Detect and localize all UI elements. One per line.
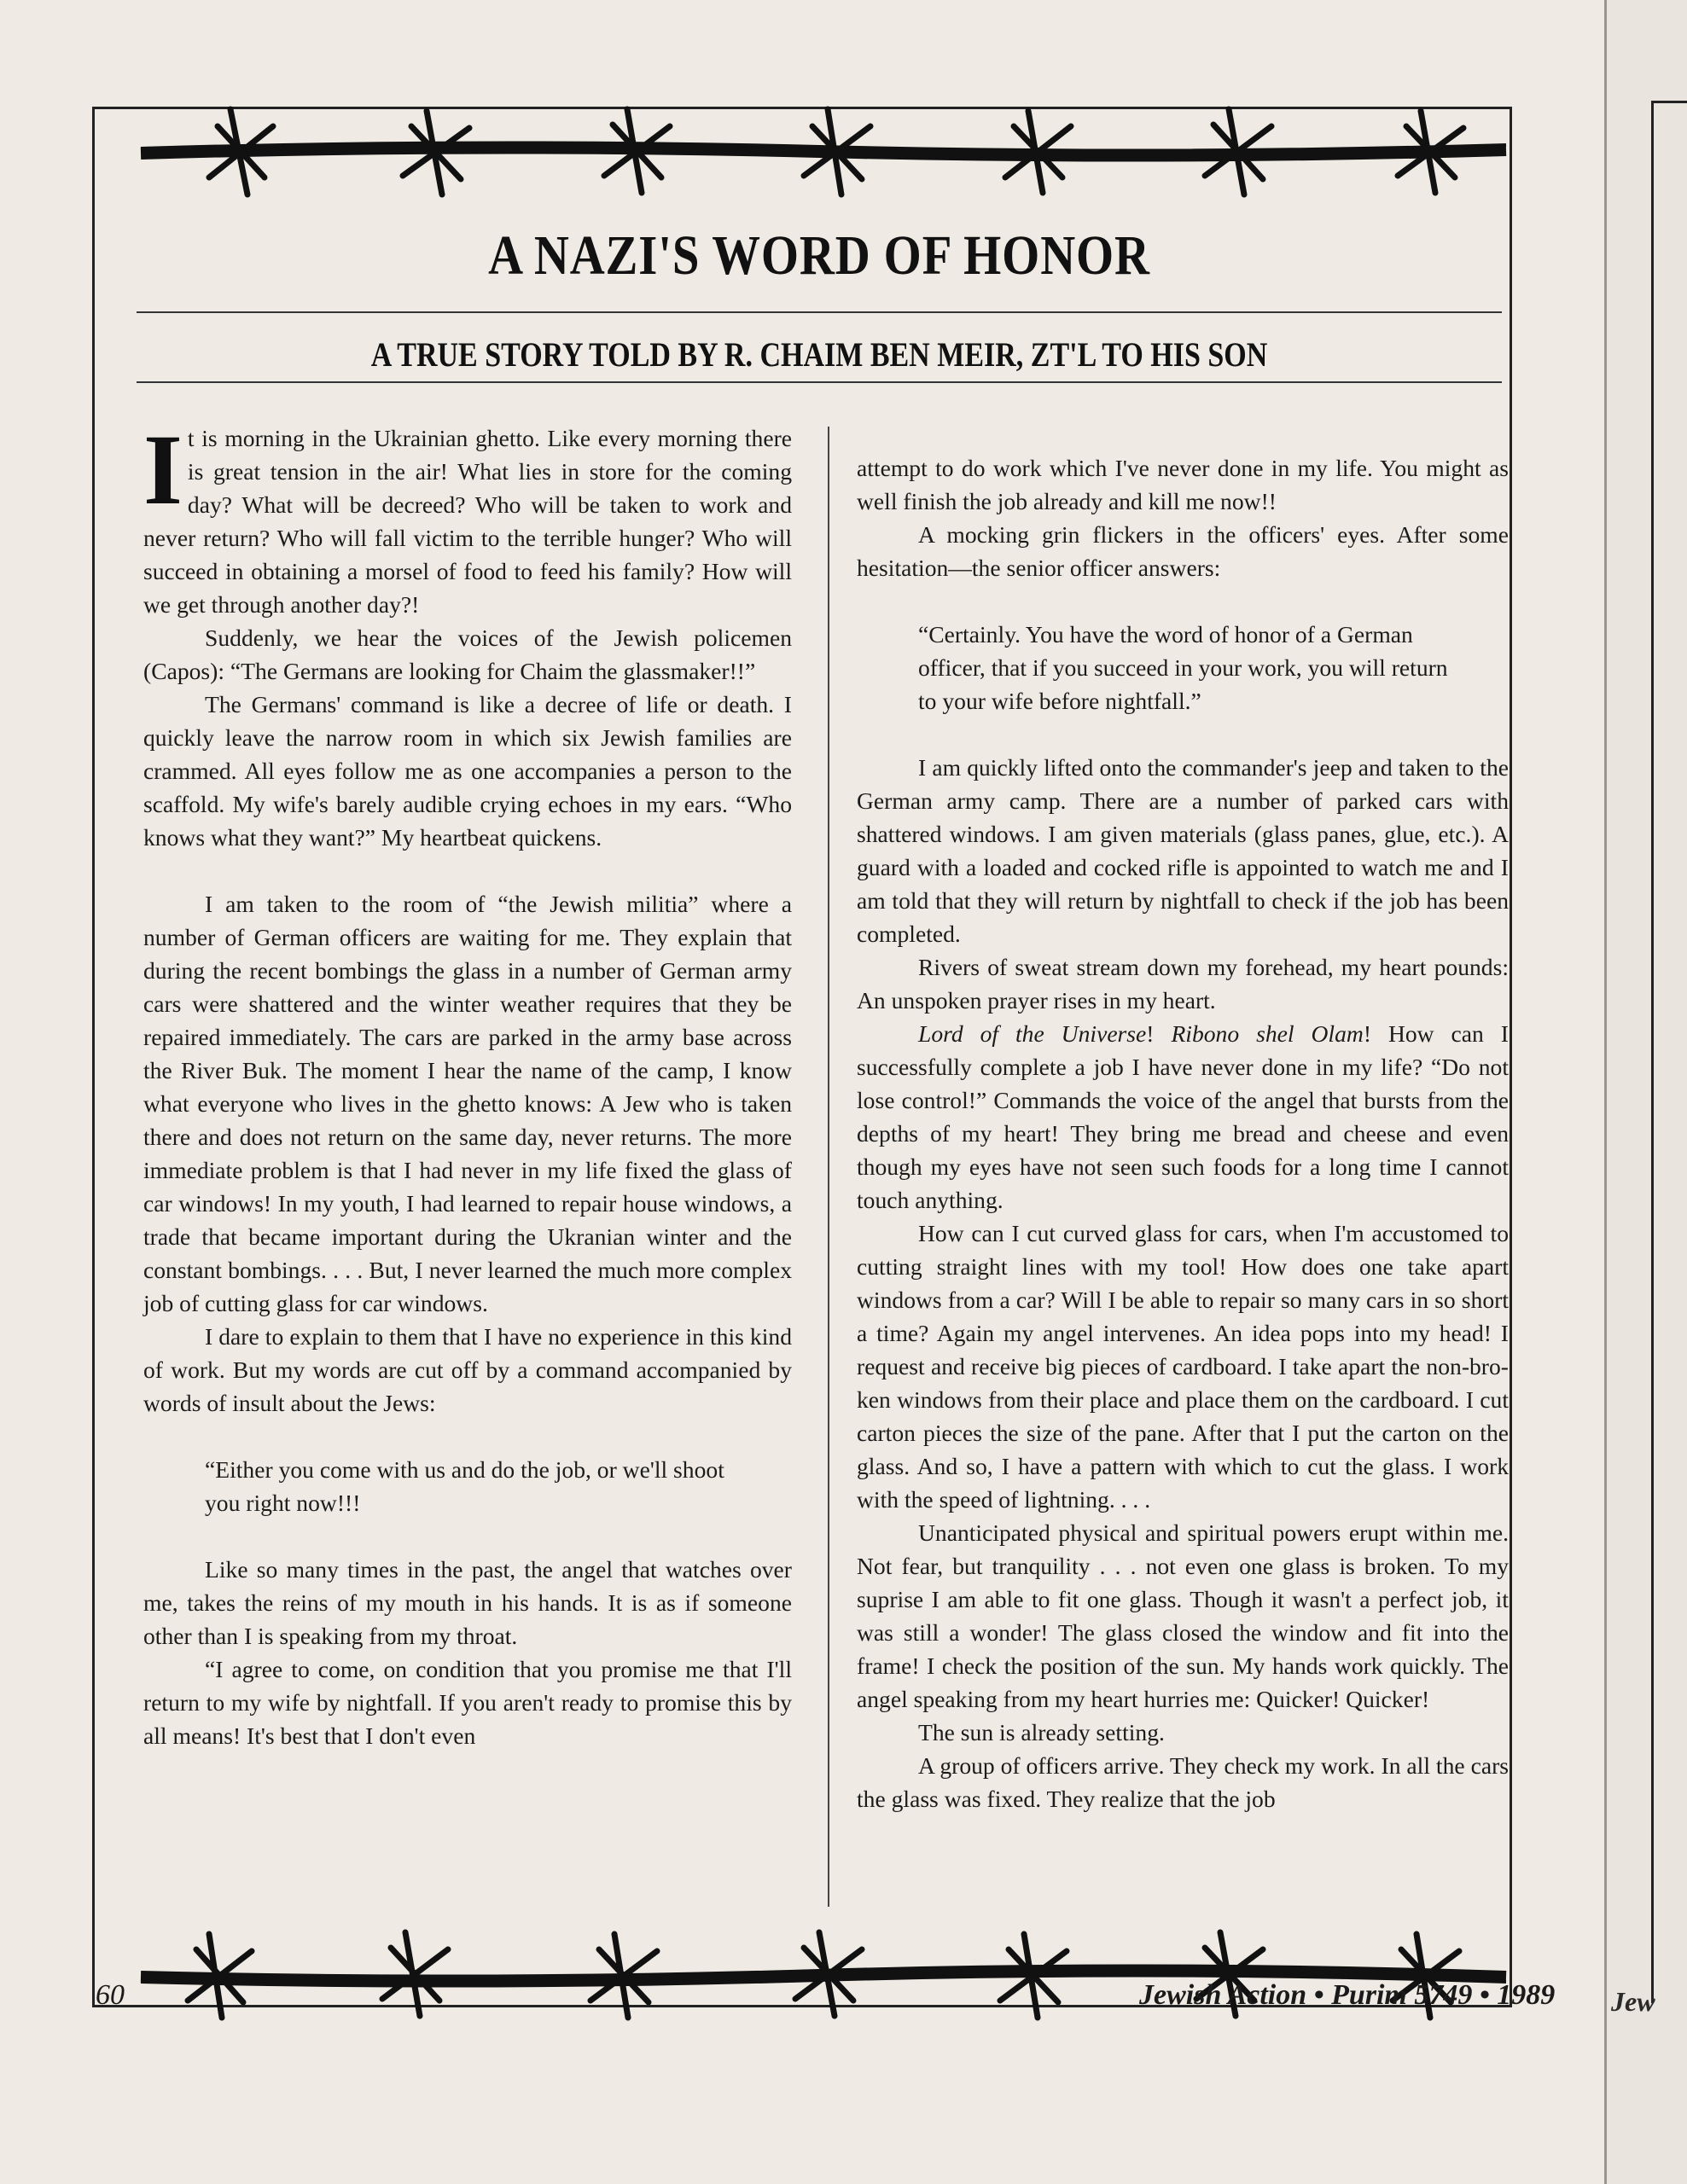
right-paragraph: A group of officers arrive. They check my work. In all the cars the glass was fixed. They realize that the job: [857, 1752, 1509, 1812]
adjacent-page-edge: [1604, 0, 1687, 2184]
block-quote: “Certainly. You have the word of honor of a German officer, that if you succeed in your work, you will return to your wife before nightfall.”: [918, 621, 1448, 714]
left-paragraph: I dare to explain to them that I have no experience in this kind of work. But my words are cut off by a command accompanied by words of insult about the Jews:: [143, 1323, 792, 1416]
adjacent-page-footer: Jew: [1611, 1986, 1655, 2017]
left-paragraph: Suddenly, we hear the voices of the Jewish policemen (Capos): “The Germans are looking for Chaim the glassmaker!!”: [143, 624, 792, 684]
right-paragraph: How can I cut curved glass for cars, when I'm accustomed to cutting straight lines with my tool! How does one take apart windows from a car? Will I be able to repair so many cars in so short a time? Again my angel intervenes. An idea pops into my head! I request and receive big pieces of cardboard. I take apart the non-broken windows from their place and place them on the cardboard. I cut carton pieces the size of the pane. After that I put the carton on the glass. And so, I have a pattern with which to cut the glass. I work with the speed of lightning. . . .: [857, 1220, 1509, 1513]
drop-cap: I: [143, 414, 183, 526]
left-paragraph: Like so many times in the past, the angel that watches over me, takes the reins of my mouth in his hands. It is as if someone other than I is speaking from my throat.: [143, 1556, 792, 1649]
right-paragraph: A mocking grin flickers in the officers' eyes. After some hesitation—the senior officer answers:: [857, 521, 1509, 581]
right-paragraph: attempt to do work which I've never done in my life. You might as well finish the job already and kill me now!!: [857, 455, 1509, 514]
adjacent-frame-top: [1651, 101, 1687, 103]
column-divider: [828, 427, 829, 1907]
article-subtitle: A TRUE STORY TOLD BY R. CHAIM BEN MEIR, ZT'L TO HIS SON: [370, 335, 1268, 374]
left-paragraph: “I agree to come, on condition that you promise me that I'll return to my wife by nightfall. If you aren't ready to promise this by all means! It's best that I don't even: [143, 1656, 792, 1749]
left-paragraph: It is morning in the Ukrainian ghetto. Like every morning there is great tension in the air! What lies in store for the coming day? What will be decreed? Who will be taken to work and never return? Who will fall victim to the terrible hunger? Who will succeed in obtaining a morsel of food to feed his family? How will we get through another day?!: [143, 414, 792, 618]
block-quote: “Either you come with us and do the job, or we'll shoot you right now!!!: [205, 1456, 724, 1516]
title-rule: [137, 311, 1502, 313]
right-paragraph: I am quickly lifted onto the commander's jeep and taken to the German army camp. There are a number of parked cars with shattered windows. I am given materials (glass panes, glue, etc.). A guard with a loaded and cocked rifle is appointed to watch me and I am told that they will return by nightfall to check if the job has been completed.: [857, 754, 1509, 947]
magazine-footer: Jewish Action • Purim 5749 • 1989: [1139, 1979, 1556, 2011]
right-paragraph: Unanticipated physical and spiritual powers erupt within me. Not fear, but tranquility . . . not even one glass is broken. To my suprise I am able to fit one glass. Though it wasn't a perfect job, it was still a wonder! The glass closed the window and fit into the frame! I check the position of the sun. My hands work quickly. The angel speaking from my heart hurries me: Quicker! Quicker!: [857, 1519, 1509, 1712]
page-number: 60: [96, 1979, 125, 2011]
left-paragraph: I am taken to the room of “the Jewish militia” where a number of German officers are waiting for me. They explain that during the recent bombings the glass in a number of German army cars were shattered and the winter weather requires that they be repaired immediately. The cars are parked in the army base across the River Buk. The moment I hear the name of the camp, I know what everyone who lives in the ghetto knows: A Jew who is taken there and does not return on the same day, never returns. The more immediate problem is that I had never in my life fixed the glass of car windows! In my youth, I had learned to repair house windows, a trade that became important during the Ukranian winter and the constant bombings. . . . But, I never learned the much more complex job of cutting glass for car windows.: [143, 891, 792, 1316]
right-paragraph: Lord of the Universe! Ribono shel Olam! How can I successfully complete a job I have never done in my life? “Do not lose control!” Commands the voice of the angel that bursts from the depths of my heart! They bring me bread and cheese and even though my eyes have not seen such foods for a long time I cannot touch anything.: [857, 1020, 1509, 1213]
right-paragraph: The sun is already setting.: [918, 1719, 1165, 1745]
subtitle-rule: [137, 381, 1502, 383]
adjacent-frame-rule: [1651, 101, 1654, 2003]
left-column: [143, 404, 792, 1752]
article-title: A NAZI'S WORD OF HONOR: [488, 224, 1150, 287]
right-column: [857, 404, 1509, 1815]
left-paragraph: The Germans' command is like a decree of life or death. I quickly leave the narrow room in which six Jewish families are crammed. All eyes follow me as one accompanies a person to the scaffold. My wife's barely audible crying echoes in my ears. “Who knows what they want?” My heartbeat quickens.: [143, 691, 792, 851]
barbed-wire-top: [137, 101, 1510, 203]
right-paragraph: Rivers of sweat stream down my forehead, my heart pounds: An unspoken prayer rises in my heart.: [857, 954, 1509, 1014]
